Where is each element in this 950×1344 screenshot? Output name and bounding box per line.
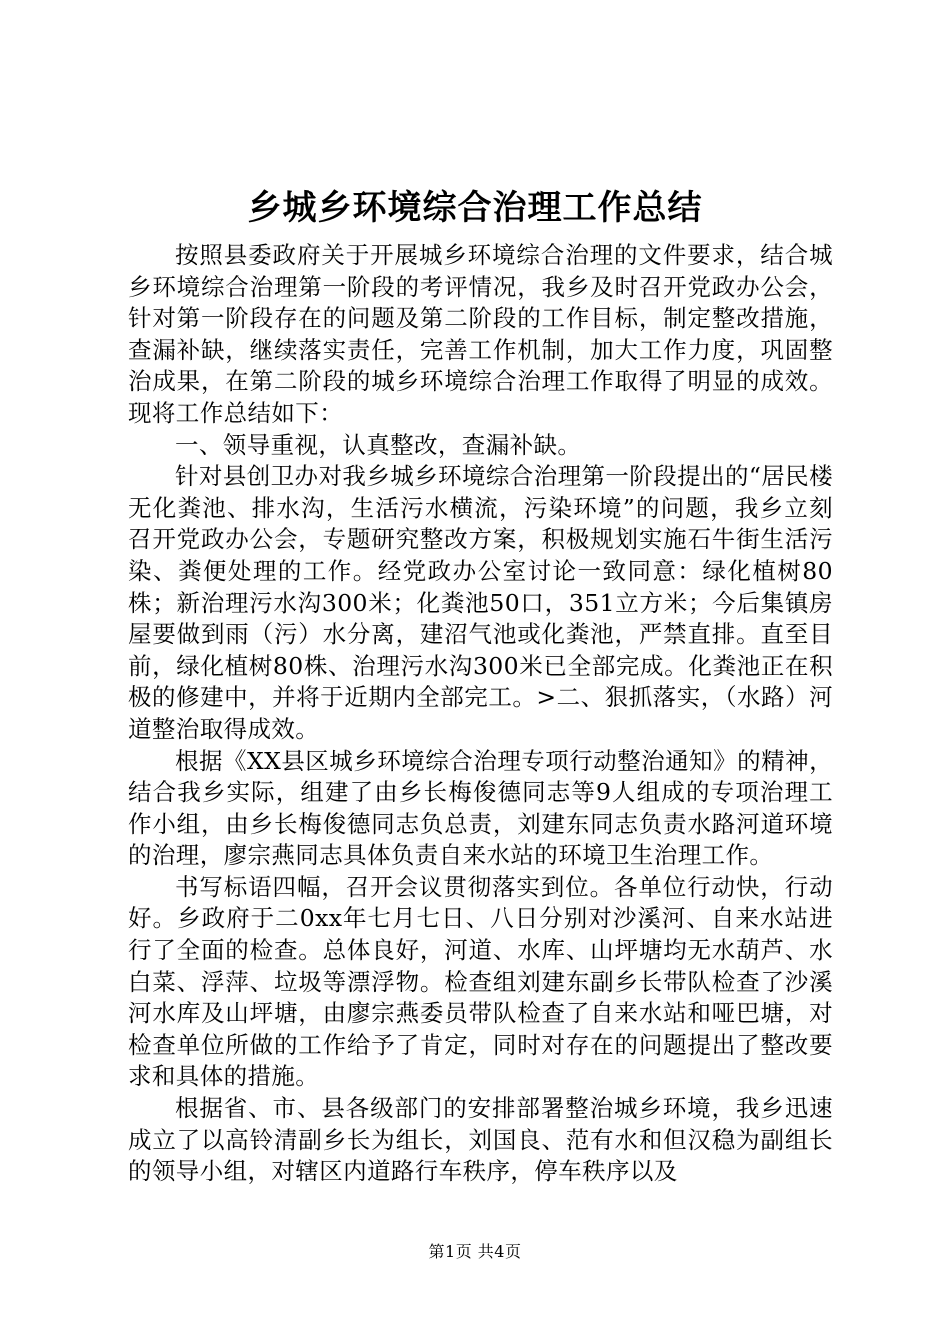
paragraph-intro: 按照县委政府关于开展城乡环境综合治理的文件要求，结合城乡环境综合治理第一阶段的考评情况，我乡及时召开党政办公会，针对第一阶段存在的问题及第二阶段的工作目标，制定整改措施，查漏补缺，继续落实责任，完善工作机制，加大工作力度，巩固整治成果，在第二阶段的城乡环境综合治理工作取得了明显的成效。现将工作总结如下： (128, 241, 833, 427)
paragraph-section-1: 针对县创卫办对我乡城乡环境综合治理第一阶段提出的“居民楼无化粪池、排水沟，生活污水横流，污染环境”的问题，我乡立刻召开党政办公会，专题研究整改方案，积极规划实施石牛街生活污染、粪便处理的工作。经党政办公室讨论一致同意：绿化植树80株；新治理污水沟300米；化粪池50口，351立方米；今后集镇房屋要做到雨（污）水分离，建沼气池或化粪池，严禁直排。直至目前，绿化植树80株、治理污水沟300米已全部完成。化粪池正在积极的修建中，并将于近期内全部完工。>二、狠抓落实，（水路）河道整治取得成效。 (128, 462, 833, 743)
paragraph-section-2: 根据《XX县区城乡环境综合治理专项行动整治通知》的精神，结合我乡实际，组建了由乡长梅俊德同志等9人组成的专项治理工作小组，由乡长梅俊德同志负总责，刘建东同志负责水路河道环境的治理，廖宗燕同志具体负责自来水站的环境卫生治理工作。 (128, 746, 833, 870)
section-heading-1: 一、领导重视，认真整改，查漏补缺。 (175, 430, 582, 459)
page-footer: 第1页 共4页 (428, 1242, 522, 1261)
paragraph-inspection: 书写标语四幅，召开会议贯彻落实到位。各单位行动快，行动好。乡政府于二0xx年七月七日、八日分别对沙溪河、自来水站进行了全面的检查。总体良好，河道、水库、山坪塘均无水葫芦、水白菜、浮萍、垃圾等漂浮物。检查组刘建东副乡长带队检查了沙溪河水库及山坪塘，由廖宗燕委员带队检查了自来水站和哑巴塘，对检查单位所做的工作给予了肯定，同时对存在的问题提出了整改要求和具体的措施。 (128, 872, 833, 1091)
paragraph-leadership-group: 根据省、市、县各级部门的安排部署整治城乡环境，我乡迅速成立了以高铃清副乡长为组长，刘国良、范有水和但汉稳为副组长的领导小组，对辖区内道路行车秩序，停车秩序以及 (128, 1094, 833, 1186)
document-title: 乡城乡环境综合治理工作总结 (247, 188, 703, 228)
document-body (128, 240, 833, 1188)
